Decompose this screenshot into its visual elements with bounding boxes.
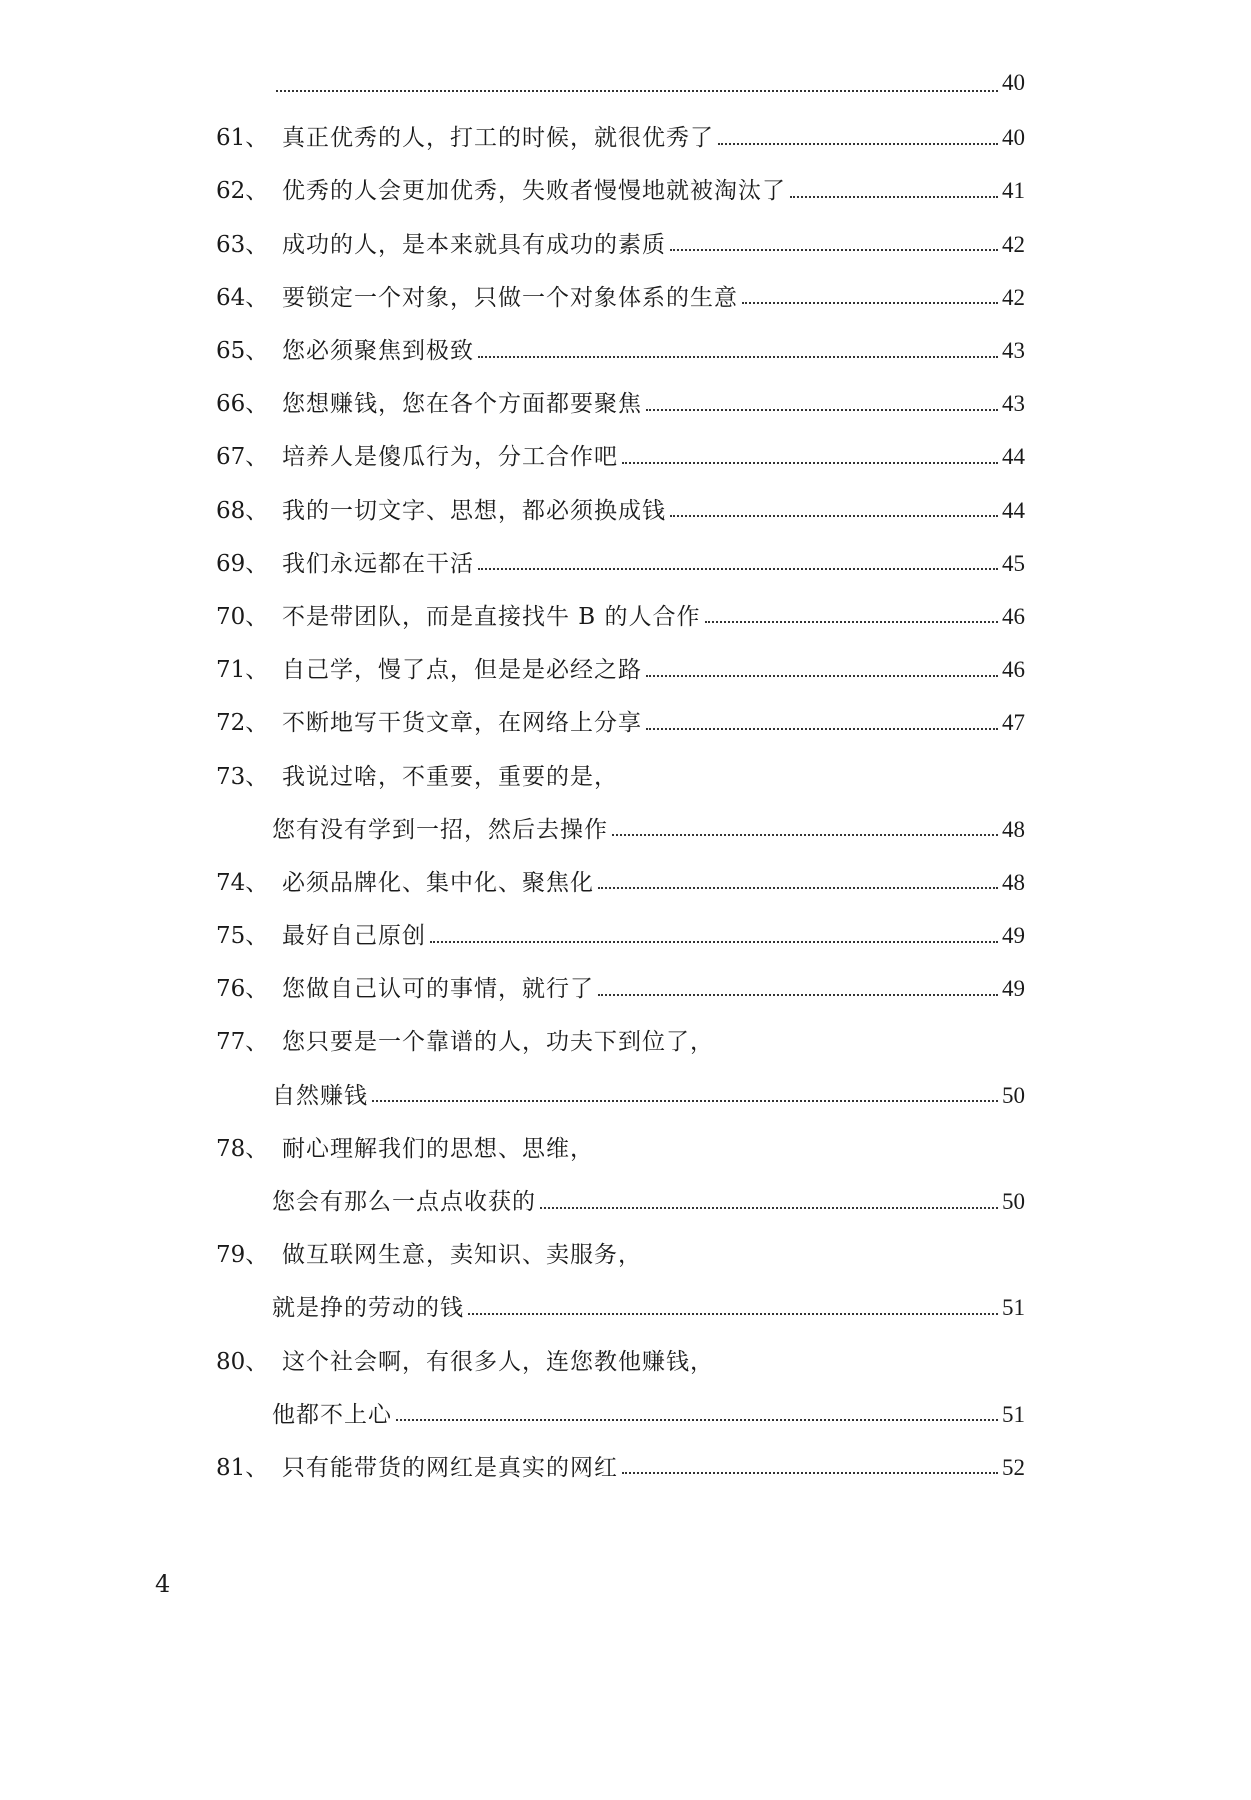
toc-entry-number: 66、 <box>216 391 269 418</box>
toc-entry-body <box>282 704 1025 737</box>
toc-entry-page: 42 <box>1002 231 1025 257</box>
toc-entry-number: 74、 <box>216 869 269 896</box>
toc-entry-body <box>282 970 1025 1003</box>
toc-entry-page: 40 <box>1002 125 1025 151</box>
toc-entry[interactable] <box>0 854 1251 907</box>
toc-entry[interactable] <box>0 1067 1251 1120</box>
toc-entry-number: 75、 <box>216 923 269 950</box>
toc-entry-number: 65、 <box>216 338 269 365</box>
toc-entry-number: 67、 <box>216 444 269 471</box>
toc-dot-leader <box>670 515 998 517</box>
toc-entry-body <box>282 651 1025 684</box>
toc-entry-title: 我们永远都在干活 <box>282 550 474 577</box>
toc-entry-body <box>282 1236 642 1269</box>
toc-entry-title: 您会有那么一点点收获的 <box>272 1189 536 1216</box>
toc-entry-title: 您做自己认可的事情，就行了 <box>282 976 594 1003</box>
toc-entry-number: 68、 <box>216 497 269 524</box>
toc-entry[interactable] <box>0 960 1251 1013</box>
toc-entry[interactable] <box>0 907 1251 960</box>
toc-entry-title: 不断地写干货文章，在网络上分享 <box>282 710 642 737</box>
toc-dot-leader <box>612 834 998 836</box>
toc-entry-body <box>272 1183 1025 1216</box>
toc-entry[interactable] <box>0 375 1251 428</box>
toc-dot-leader <box>790 196 998 198</box>
toc-entry-number: 81、 <box>216 1454 269 1481</box>
toc-dot-leader <box>742 302 998 304</box>
table-of-contents <box>0 56 1251 1492</box>
toc-entry-number: 70、 <box>216 603 269 630</box>
toc-dot-leader <box>646 675 998 677</box>
toc-entry-title: 自己学，慢了点，但是是必经之路 <box>282 657 642 684</box>
toc-entry-title: 优秀的人会更加优秀，失败者慢慢地就被淘汰了 <box>282 178 786 205</box>
toc-entry-title: 我说过啥，不重要，重要的是， <box>282 763 618 790</box>
toc-entry-number: 77、 <box>216 1029 269 1056</box>
toc-entry[interactable] <box>0 588 1251 641</box>
toc-entry-number: 78、 <box>216 1135 269 1162</box>
toc-entry-body <box>272 1289 1025 1322</box>
toc-entry-page: 46 <box>1002 603 1025 629</box>
toc-entry-body <box>282 545 1025 578</box>
toc-entry-number: 79、 <box>216 1242 269 1269</box>
toc-entry-body <box>272 70 1025 96</box>
toc-entry[interactable] <box>0 1279 1251 1332</box>
toc-dot-leader <box>396 1419 998 1421</box>
toc-entry-body <box>282 598 1025 631</box>
toc-entry-body <box>282 864 1025 897</box>
toc-entry-body <box>282 1023 714 1056</box>
toc-dot-leader <box>646 409 998 411</box>
toc-entry-page: 51 <box>1002 1295 1025 1321</box>
toc-entry[interactable] <box>0 535 1251 588</box>
toc-entry-title: 您必须聚焦到极致 <box>282 338 474 365</box>
toc-entry-page: 49 <box>1002 976 1025 1002</box>
toc-entry[interactable] <box>0 1386 1251 1439</box>
toc-entry-title: 不是带团队，而是直接找牛 B 的人合作 <box>282 603 701 630</box>
toc-entry-number: 73、 <box>216 763 269 790</box>
toc-entry-title: 您有没有学到一招，然后去操作 <box>272 816 608 843</box>
toc-entry-body <box>282 279 1025 312</box>
toc-entry-page: 46 <box>1002 657 1025 683</box>
toc-entry-title: 这个社会啊，有很多人，连您教他赚钱， <box>282 1348 714 1375</box>
toc-dot-leader <box>276 90 998 92</box>
toc-entry-page: 44 <box>1002 444 1025 470</box>
toc-entry[interactable] <box>0 322 1251 375</box>
toc-entry-page: 45 <box>1002 550 1025 576</box>
toc-entry-page: 50 <box>1002 1189 1025 1215</box>
toc-dot-leader <box>622 462 998 464</box>
toc-entry-title: 培养人是傻瓜行为，分工合作吧 <box>282 444 618 471</box>
toc-entry[interactable] <box>0 1333 1251 1386</box>
toc-entry-body <box>272 1396 1025 1429</box>
toc-dot-leader <box>372 1100 998 1102</box>
toc-entry[interactable] <box>0 801 1251 854</box>
toc-entry-body <box>282 119 1025 152</box>
toc-entry-title: 要锁定一个对象，只做一个对象体系的生意 <box>282 284 738 311</box>
toc-dot-leader <box>598 887 998 889</box>
toc-entry-number: 76、 <box>216 976 269 1003</box>
toc-entry-page: 43 <box>1002 338 1025 364</box>
toc-entry[interactable] <box>0 747 1251 800</box>
toc-dot-leader <box>468 1313 998 1315</box>
toc-entry-title: 您只要是一个靠谱的人，功夫下到位了， <box>282 1029 714 1056</box>
toc-entry[interactable] <box>0 1013 1251 1066</box>
toc-entry[interactable] <box>0 109 1251 162</box>
toc-entry-body <box>282 1130 594 1163</box>
toc-entry-number: 63、 <box>216 231 269 258</box>
toc-entry-page: 44 <box>1002 497 1025 523</box>
toc-entry-page: 41 <box>1002 178 1025 204</box>
toc-entry[interactable] <box>0 428 1251 481</box>
toc-entry-title: 耐心理解我们的思想、思维， <box>282 1135 594 1162</box>
toc-entry[interactable] <box>0 1120 1251 1173</box>
toc-entry-title: 真正优秀的人，打工的时候，就很优秀了 <box>282 125 714 152</box>
toc-entry-body <box>282 1343 714 1376</box>
toc-entry-title: 只有能带货的网红是真实的网红 <box>282 1454 618 1481</box>
toc-entry-number: 80、 <box>216 1348 269 1375</box>
toc-entry-body <box>282 385 1025 418</box>
toc-entry-body <box>272 1077 1025 1110</box>
toc-dot-leader <box>598 994 998 996</box>
toc-entry-page: 42 <box>1002 284 1025 310</box>
toc-entry-page: 43 <box>1002 391 1025 417</box>
toc-entry[interactable] <box>0 269 1251 322</box>
toc-entry-title: 做互联网生意，卖知识、卖服务， <box>282 1242 642 1269</box>
toc-entry-title: 我的一切文字、思想，都必须换成钱 <box>282 497 666 524</box>
toc-entry[interactable] <box>0 216 1251 269</box>
toc-entry[interactable] <box>0 1439 1251 1492</box>
toc-entry-title: 必须品牌化、集中化、聚焦化 <box>282 869 594 896</box>
toc-entry-title: 最好自己原创 <box>282 923 426 950</box>
toc-entry-page: 40 <box>1002 69 1025 95</box>
toc-entry-number: 71、 <box>216 657 269 684</box>
toc-dot-leader <box>622 1472 998 1474</box>
toc-dot-leader <box>478 568 998 570</box>
toc-dot-leader <box>718 143 998 145</box>
toc-entry-body <box>282 226 1025 259</box>
toc-entry-page: 48 <box>1002 869 1025 895</box>
page-number: 4 <box>155 1570 171 1598</box>
toc-entry[interactable] <box>0 482 1251 535</box>
toc-entry-title: 他都不上心 <box>272 1401 392 1428</box>
toc-entry-body <box>282 172 1025 205</box>
toc-entry-body <box>282 332 1025 365</box>
toc-entry-title: 就是挣的劳动的钱 <box>272 1295 464 1322</box>
toc-dot-leader <box>670 249 998 251</box>
toc-entry[interactable] <box>0 162 1251 215</box>
toc-entry-number: 64、 <box>216 284 269 311</box>
toc-entry-body <box>272 811 1025 844</box>
toc-dot-leader <box>540 1207 998 1209</box>
toc-entry-page: 50 <box>1002 1082 1025 1108</box>
toc-entry-number: 61、 <box>216 125 269 152</box>
toc-entry-title: 成功的人，是本来就具有成功的素质 <box>282 231 666 258</box>
toc-entry-page: 51 <box>1002 1401 1025 1427</box>
toc-entry-body <box>282 492 1025 525</box>
toc-entry-number: 72、 <box>216 710 269 737</box>
toc-entry-page: 48 <box>1002 816 1025 842</box>
toc-dot-leader <box>478 356 998 358</box>
toc-entry-number: 69、 <box>216 550 269 577</box>
toc-entry-body <box>282 438 1025 471</box>
toc-entry-page: 52 <box>1002 1454 1025 1480</box>
toc-entry-page: 49 <box>1002 923 1025 949</box>
toc-entry-number: 62、 <box>216 178 269 205</box>
toc-entry[interactable] <box>0 1173 1251 1226</box>
toc-entry[interactable] <box>0 694 1251 747</box>
toc-entry[interactable] <box>0 56 1251 109</box>
toc-entry-body <box>282 917 1025 950</box>
toc-entry-body <box>282 1449 1025 1482</box>
toc-entry[interactable] <box>0 641 1251 694</box>
toc-dot-leader <box>430 941 998 943</box>
toc-entry-body <box>282 758 618 791</box>
toc-dot-leader <box>705 621 998 623</box>
toc-entry[interactable] <box>0 1226 1251 1279</box>
toc-entry-title: 自然赚钱 <box>272 1082 368 1109</box>
toc-entry-title: 您想赚钱，您在各个方面都要聚焦 <box>282 391 642 418</box>
toc-entry-page: 47 <box>1002 710 1025 736</box>
toc-dot-leader <box>646 728 998 730</box>
